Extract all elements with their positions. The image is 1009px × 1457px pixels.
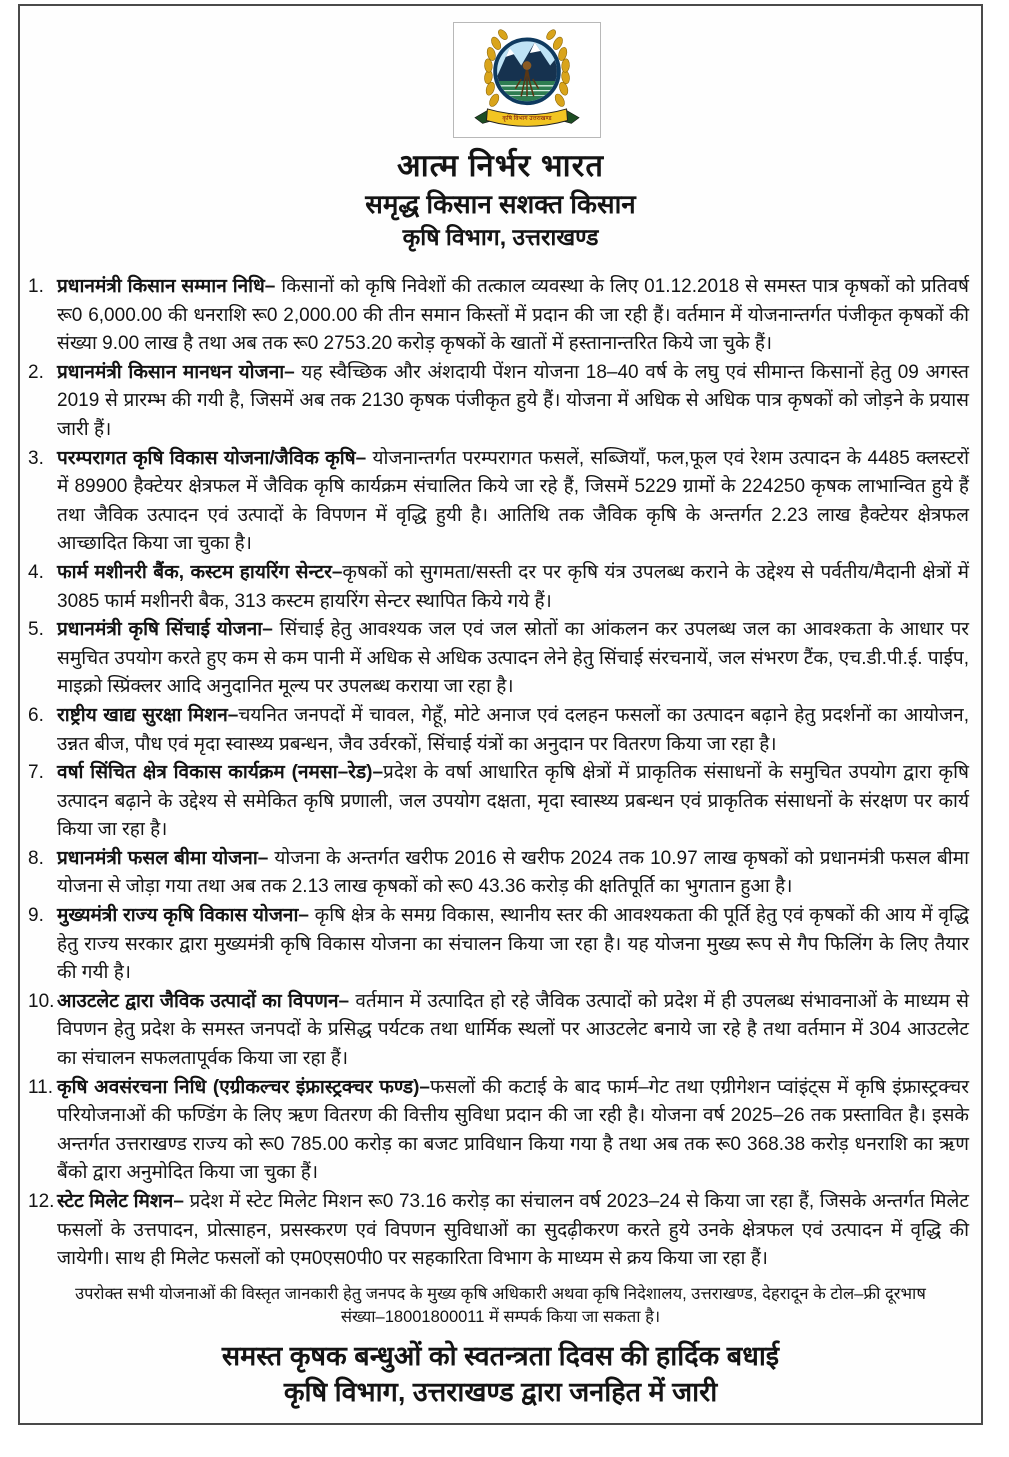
item-body: कृषकों को सुगमता/सस्ती दर पर कृषि यंत्र उपलब्ध कराने के उद्देश्य से पर्वतीय/मैदानी क्षेत्रों में 3085 फार्म मशीनरी बैक, 313 कस्टम हायरिंग सेन्टर स्थापित किये गये हैं। bbox=[57, 561, 969, 612]
scheme-item-2 bbox=[26, 359, 969, 445]
scheme-item-7 bbox=[26, 759, 969, 845]
item-title: परम्परागत कृषि विकास योजना/जैविक कृषि– bbox=[57, 447, 367, 469]
scheme-item-3 bbox=[26, 445, 969, 559]
item-text bbox=[57, 273, 969, 359]
scheme-item-5 bbox=[26, 616, 969, 702]
item-title: फार्म मशीनरी बैंक, कस्टम हायरिंग सेन्टर– bbox=[57, 561, 343, 583]
scheme-list bbox=[20, 273, 981, 1274]
contact-note-line-1: उपरोक्त सभी योजनाओं की विस्तृत जानकारी हेतु जनपद के मुख्य कृषि अधिकारी अथवा कृषि निदेशालय, उत्तराखण्ड, देहरादून के टोल–फ्री दूरभाष bbox=[75, 1284, 926, 1303]
item-number: 3. bbox=[28, 447, 44, 469]
logo-box bbox=[453, 22, 601, 138]
item-text bbox=[57, 559, 969, 616]
item-title: राष्ट्रीय खाद्य सुरक्षा मिशन– bbox=[57, 704, 239, 726]
item-title: कृषि अवसंरचना निधि (एग्रीकल्चर इंफ्रास्ट्रक्चर फण्ड)– bbox=[57, 1076, 430, 1098]
scheme-item-4 bbox=[26, 559, 969, 616]
closing-line-1: समस्त कृषक बन्धुओं को स्वतन्त्रता दिवस की हार्दिक बधाई bbox=[221, 1340, 780, 1371]
scheme-item-10 bbox=[26, 988, 969, 1074]
item-number: 10. bbox=[28, 990, 55, 1012]
item-text bbox=[57, 1188, 969, 1274]
item-body: किसानों को कृषि निवेशों की तत्काल व्यवस्था के लिए 01.12.2018 से समस्त पात्र कृषकों को प्रतिवर्ष रू0 6,000.00 की धनराशि रू0 2,000.00 की तीन समान किस्तों में प्रदान की जा रही हैं। वर्तमान में योजनान्तर्गत पंजीकृत कृषकों की संख्या 9.00 लाख है तथा अब तक रू0 2753.20 करोड़ कृषकों के खातों में हस्तानान्तरित किये जा चुके हैं। bbox=[57, 276, 969, 355]
item-title: स्टेट मिलेट मिशन– bbox=[57, 1191, 184, 1212]
item-title: प्रधानमंत्री फसल बीमा योजना– bbox=[57, 847, 269, 869]
item-text bbox=[57, 445, 969, 559]
item-title: मुख्यमंत्री राज्य कृषि विकास योजना– bbox=[57, 905, 309, 927]
contact-note-line-2: संख्या–18001800011 में सम्पर्क किया जा सकता है। bbox=[340, 1307, 661, 1326]
agriculture-department-logo-icon bbox=[459, 25, 595, 135]
scheme-item-11 bbox=[26, 1074, 969, 1188]
item-body: वर्तमान में उत्पादित हो रहे जैविक उत्पादों को प्रदेश में ही उपलब्ध संभावनाओं के माध्यम से विपणन हेतु प्रदेश के समस्त जनपदों के प्रसिद्ध पर्यटक तथा धार्मिक स्थलों पर आउटलेट बनाये जा रहे है तथा वर्तमान में 304 आउटलेट का संचालन सफलतापूर्वक किया जा रहा हैं। bbox=[57, 990, 969, 1070]
item-text bbox=[57, 616, 969, 702]
item-text bbox=[57, 902, 969, 988]
scheme-item-1 bbox=[26, 273, 969, 359]
item-body: प्रदेश के वर्षा आधारित कृषि क्षेत्रों में प्राकृतिक संसाधनों के समुचित उपयोग द्वारा कृषि उत्पादन बढ़ाने के उद्देश्य से समेकित कृषि प्रणाली, जल उपयोग दक्षता, मृदा स्वास्थ्य प्रबन्धन एवं प्राकृतिक संसाधनों के संरक्षण पर कार्य किया जा रहा है। bbox=[57, 762, 970, 841]
item-title: प्रधानमंत्री किसान सम्मान निधि– bbox=[57, 276, 276, 297]
contact-note bbox=[20, 1283, 981, 1329]
item-body: कृषि क्षेत्र के समग्र विकास, स्थानीय स्तर की आवश्यकता की पूर्ति हेतु एवं कृषकों की आय में वृद्धि हेतु राज्य सरकार द्वारा मुख्यमंत्री कृषि विकास योजना का संचालन किया जा रहा है। यह योजना मुख्य रूप से गैप फिलिंग के लिए तैयार की गयी है। bbox=[57, 905, 969, 984]
item-number: 4. bbox=[28, 561, 44, 583]
item-number: 8. bbox=[28, 847, 44, 869]
item-title: प्रधानमंत्री किसान मानधन योजना– bbox=[57, 361, 295, 383]
item-text bbox=[57, 1074, 969, 1188]
scheme-item-8 bbox=[26, 845, 969, 902]
item-number: 2. bbox=[28, 361, 44, 383]
item-number: 12. bbox=[28, 1191, 55, 1212]
closing-message bbox=[20, 1339, 981, 1409]
scheme-item-12 bbox=[26, 1188, 969, 1274]
item-body: फसलों की कटाई के बाद फार्म–गेट तथा एग्रीगेशन प्वांइंट्स में कृषि इंफ्रास्ट्रक्चर परियोजनाओं की फण्डिंग के लिए ऋण वितरण की वित्तीय सुविधा प्रदान की जा रही है। योजना वर्ष 2025–26 तक प्रस्तावित है। इसके अन्तर्गत उत्तराखण्ड राज्य को रू0 785.00 करोड़ का बजट प्राविधान किया गया है तथा अब तक रू0 368.38 करोड़ धनराशि का ऋण बैंको द्वारा अनुमोदित किया जा चुका हैं। bbox=[57, 1076, 969, 1184]
logo-banner-text: कृषि विभाग उत्तराखण्ड bbox=[501, 116, 552, 123]
item-number: 1. bbox=[28, 276, 44, 297]
header-line-1: आत्म निर्भर भारत bbox=[396, 148, 605, 183]
item-text bbox=[57, 359, 969, 445]
item-body: योजनान्तर्गत परम्परागत फसलें, सब्जियाँ, फल,फूल एवं रेशम उत्पादन के 4485 क्लस्टरों में 89900 हैक्टेयर क्षेत्रफल में जैविक कृषि कार्यक्रम संचालित किये जा रहे हैं, जिसमें 5229 ग्रामों के 224250 कृषक लाभान्वित हुये हैं तथा जैविक उत्पादन एवं उत्पादों के विपणन में वृद्धि हुयी है। आतिथि तक जैविक कृषि के अन्तर्गत 2.23 लाख हैक्टेयर क्षेत्रफल आच्छादित किया जा चुका है। bbox=[57, 447, 970, 555]
item-number: 7. bbox=[28, 762, 44, 784]
item-body: चयनित जनपदों में चावल, गेहूँ, मोटे अनाज एवं दलहन फसलों का उत्पादन बढ़ाने हेतु प्रदर्शनों का आयोजन, उन्नत बीज, पौध एवं मृदा स्वास्थ्य प्रबन्धन, जैव उर्वरकों, सिंचाई यंत्रों का अनुदान पर वितरण किया जा रहा है। bbox=[57, 704, 969, 755]
item-title: प्रधानमंत्री कृषि सिंचाई योजना– bbox=[57, 619, 273, 641]
item-text bbox=[57, 759, 969, 845]
item-number: 5. bbox=[28, 619, 44, 641]
item-number: 11. bbox=[28, 1076, 54, 1098]
item-number: 6. bbox=[28, 704, 44, 726]
closing-line-2: कृषि विभाग, उत्तराखण्ड द्वारा जनहित में जारी bbox=[283, 1376, 718, 1407]
document-header bbox=[20, 148, 981, 251]
item-number: 9. bbox=[28, 905, 44, 927]
item-title: आउटलेट द्वारा जैविक उत्पादों का विपणन– bbox=[57, 990, 350, 1012]
page-border-frame bbox=[18, 4, 983, 1425]
item-text bbox=[57, 702, 969, 759]
item-body: प्रदेश में स्टेट मिलेट मिशन रू0 73.16 करोड़ का संचालन वर्ष 2023–24 से किया जा रहा हैं, जिसके अन्तर्गत मिलेट फसलों के उत्तपादन, प्रोत्साहन, प्रसस्करण एवं विपणन सुविधाओं का सुदढ़ीकरण करते हुये उनके क्षेत्रफल एवं उत्पादन में वृद्धि की जायेगी। साथ ही मिलेट फसलों को एम0एस0पी0 पर सहकारिता विभाग के माध्यम से क्रय किया जा रहा हैं। bbox=[57, 1191, 969, 1270]
header-line-2: समृद्ध किसान सशक्त किसान bbox=[365, 189, 636, 219]
item-text bbox=[57, 988, 969, 1074]
item-body: सिंचाई हेतु आवश्यक जल एवं जल स्रोतों का आंकलन कर उपलब्ध जल का आवश्कता के आधार पर समुचित उपयोग करते हुए कम से कम पानी में अधिक से अधिक उत्पादन लेने हेतु सिंचाई संरचनायें, जल संभरण टैंक, एच.डी.पी.ई. पाईप, माइक्रो स्प्रिंक्लर आदि अनुदानित मूल्य पर उपलब्ध कराया जा रहा है। bbox=[57, 619, 970, 698]
item-text bbox=[57, 845, 969, 902]
scheme-item-6 bbox=[26, 702, 969, 759]
logo-banner bbox=[474, 109, 578, 126]
item-body: यह स्वैच्छिक और अंशदायी पेंशन योजना 18–40 वर्ष के लघु एवं सीमान्त किसानों हेतु 09 अगस्त 2019 से प्रारम्भ की गयी है, जिसमें अब तक 2130 कृषक पंजीकृत हुये हैं। योजना में अधिक से अधिक पात्र कृषकों को जोड़ने के प्रयास जारी हैं। bbox=[57, 361, 969, 440]
item-body: योजना के अन्तर्गत खरीफ 2016 से खरीफ 2024 तक 10.97 लाख कृषकों को प्रधानमंत्री फसल बीमा योजना से जोड़ा गया तथा अब तक 2.13 लाख कृषकों को रू0 43.36 करोड़ की क्षतिपूर्ति का भुगतान हुआ है। bbox=[57, 847, 969, 898]
scheme-item-9 bbox=[26, 902, 969, 988]
item-title: वर्षा सिंचित क्षेत्र विकास कार्यक्रम (नमसा–रेड)– bbox=[57, 762, 384, 784]
header-line-3: कृषि विभाग, उत्तराखण्ड bbox=[402, 224, 599, 250]
